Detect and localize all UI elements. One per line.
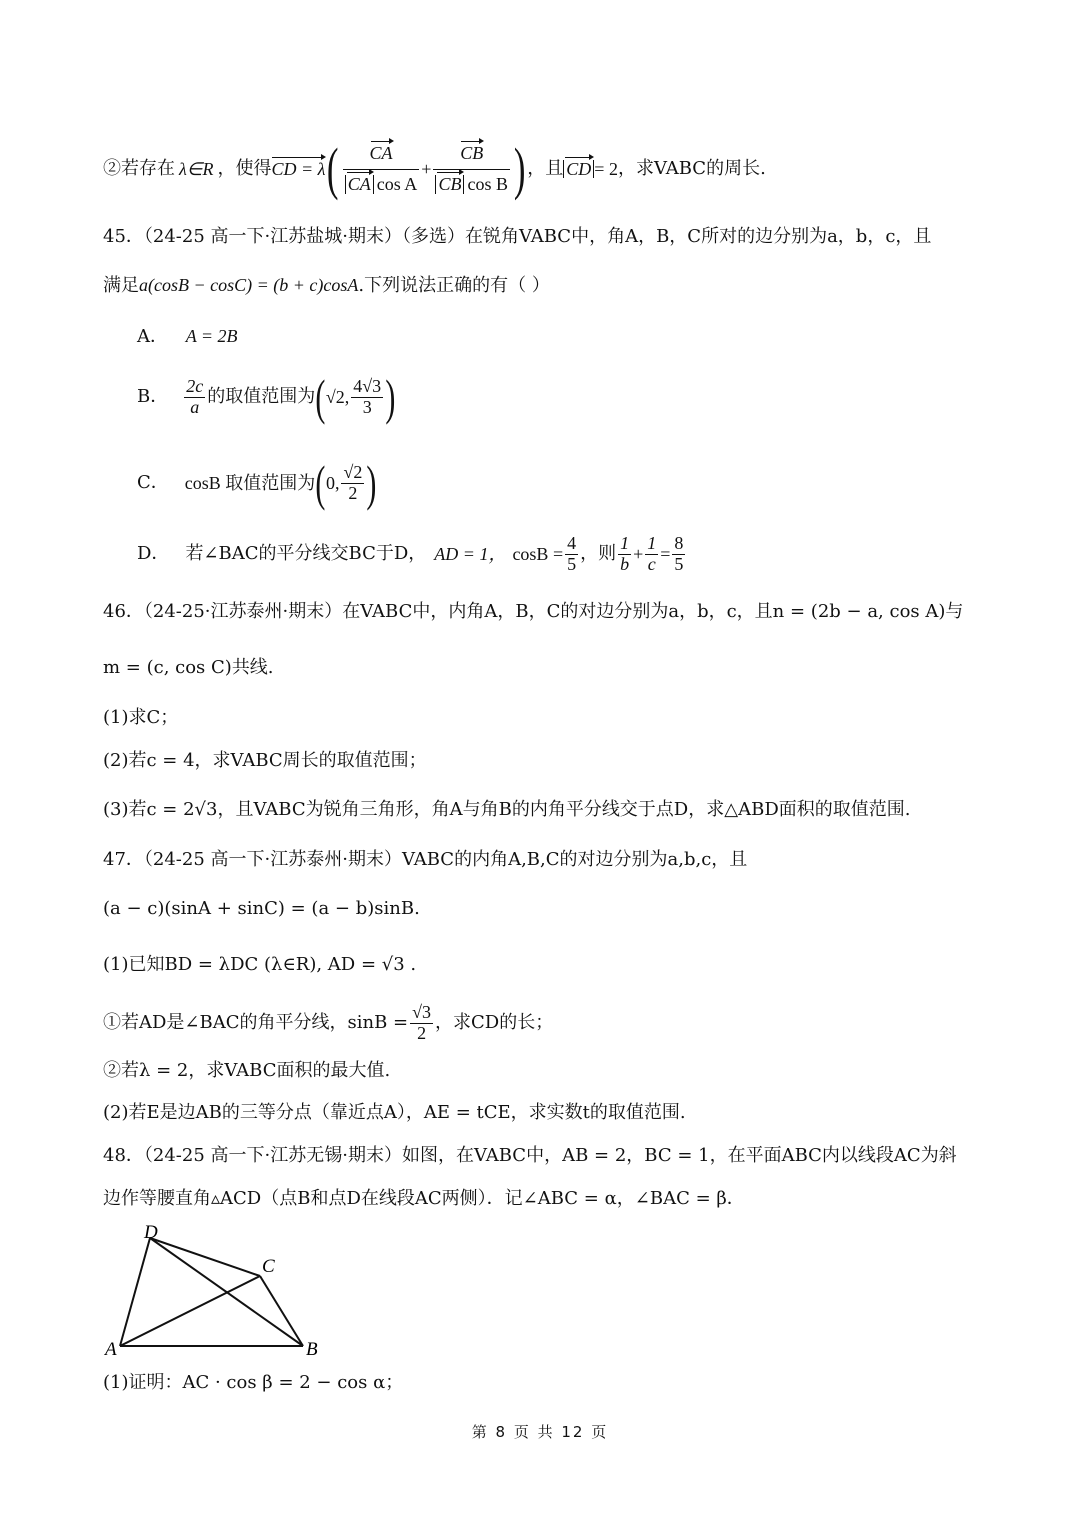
option-d-f2 [645,534,658,575]
option-d-f1 [618,534,631,575]
q46-part3: (3)若c = 2√3，且VABC为锐角三角形，角A与角B的内角平分线交于点D，求△ABD面积的取值范围. [103,799,911,820]
option-d-text1: 若∠BAC的平分线交BC于D， [185,543,427,565]
q44-eq2: = 2 [594,159,618,179]
q48-part1: (1)证明：AC · cos β = 2 − cos α； [103,1372,404,1393]
q47-part1b: ②若λ = 2，求VABC面积的最大值. [103,1060,391,1081]
option-d-cos-frac [565,534,578,575]
q48-stem-line1: 48．（24-25 高一下·江苏无锡·期末）如图，在VABC中，AB = 2，BC = 1，在平面ABC内以线段AC为斜 [103,1145,957,1166]
option-a-text: A = 2B [185,326,238,346]
q44-left-paren: ( [327,136,339,201]
q45-option-c: C． cosB 取值范围为 ( 0, $\frac{√2}{2}$ ) [137,455,377,511]
q47-part1: (1)已知BD = λDC (λ∈R), AD = √3 . [103,954,417,975]
q47-part1a-frac [410,1003,433,1044]
q46-stem-line1: 46．（24-25·江苏泰州·期末）在VABC中，内角A，B，C的对边分别为a，b，c，且n = (2b − a, cos A)与 [103,601,964,622]
q44-end: ，求VABC的周长. [617,158,766,179]
option-b-frac [184,377,205,418]
option-d-res [672,534,685,575]
option-d-text3: cosB = [512,544,564,565]
edge-db [150,1238,303,1346]
option-d-res-den: 5 [674,553,684,574]
edge-ac [120,1276,260,1346]
option-b-num: 2c [186,375,204,396]
option-b-den: a [190,396,200,417]
q47-stem-line1: 47．（24-25 高一下·江苏泰州·期末）VABC的内角A,B,C的对边分别为a,b,c，且 [103,849,748,870]
q47-part1a [103,1003,553,1044]
option-d-cos-den: 5 [567,553,577,574]
q45-stem-line1: 45．（24-25 高一下·江苏盐城·期末）（多选）在锐角VABC中，角A，B，C所对的边分别为a，b，c，且 [103,226,932,247]
q44-prefix: ②若存在 [103,158,175,179]
option-d-f2-den: c [647,553,656,574]
label-d: D [144,1222,158,1243]
q44-and: ，且 [527,158,564,179]
q44-frac2-den-abs: CB [435,175,464,195]
q45-formula: a(cosB − cosC) = (b + c)cosA [139,275,359,295]
edge-dc [150,1238,260,1276]
option-c-range-num: √2 [343,461,363,482]
option-a-label: A． [137,326,168,347]
option-d-text2: AD = 1， [434,544,507,565]
option-b-range-num: 4√3 [353,375,382,396]
label-b: B [306,1339,318,1360]
option-c-text: cosB 取值范围为 [184,473,316,493]
q47-part2: (2)若E是边AB的三等分点（靠近点A），AE = tCE，求实数t的取值范围. [103,1102,686,1123]
q45-option-d: D． 若∠BAC的平分线交BC于D， AD = 1， cosB = $\frac{4}{5}$ ，则 $\frac{1}{b}$ + $\frac{1}{c}$ = $\frac{8}{5}$ [137,533,684,574]
option-d-f1-den: b [620,553,630,574]
edge-da [120,1238,150,1346]
option-b-range-den: 3 [362,396,372,417]
q47-part1a-text: ①若AD是∠BAC的角平分线，sinB = [103,1012,409,1034]
q47-part1a-end: ，求CD的长； [435,1012,554,1034]
q47-part1a-num: √3 [412,1002,432,1022]
edge-cb [260,1276,303,1346]
option-d-cos-num: 4 [567,533,577,553]
q44-lambda: λ∈R [179,159,214,179]
label-c: C [262,1256,275,1277]
option-c-range-den: 2 [348,482,358,503]
q44-mid: ，使得 [217,158,272,179]
q44-frac1-num: CA [369,142,393,163]
q44-abs-cd: CD [563,160,594,178]
option-b-range-frac [351,377,383,418]
option-b-text: 的取值范围为 [207,386,316,407]
q44-frac-ca [343,144,420,195]
q44-right-paren: ) [513,136,526,201]
q46-part1: (1)求C； [103,707,179,728]
q47-part1a-den: 2 [417,1022,427,1043]
q44-part2-line: ②若存在 λ∈R ，使得 CD = λ ( $\frac{CA}{\text{CA cos A}}$ + $\frac{CB}{\text{CB cos B}}$ ) ，且 CD = 2 ，求VABC的周长. [103,136,766,201]
q46-part2: (2)若c = 4，求VABC周长的取值范围； [103,750,427,771]
q46-stem-line2: m = (c, cos C)共线. [103,657,274,678]
option-b-label: B． [137,386,169,407]
q44-frac-cb [433,144,510,195]
option-b-range-left: √2, [325,387,350,407]
option-d-f1-num: 1 [620,533,630,553]
option-c-label: C． [137,472,169,493]
q45-suffix: .下列说法正确的有（ ） [358,275,550,296]
q44-frac1-den-abs: CA [345,175,374,195]
q45-option-b: B． $\frac{2c}{a}$ 的取值范围为 ( √2, $\frac{4√3}{3}$ ) [137,369,396,425]
q44-frac1-den-cos: cos A [376,173,418,194]
q47-stem-line2: (a − c)(sinA + sinC) = (a − b)sinB. [103,898,420,919]
option-d-text4: ，则 [580,543,617,565]
q44-frac2-den-cos: cos B [467,173,508,194]
q48-figure [100,1218,340,1363]
q44-vec-cd: CD = λ [271,159,326,179]
option-c-range-frac [341,463,364,504]
option-d-res-num: 8 [674,533,684,553]
label-a: A [105,1339,117,1360]
option-c-range-left: 0, [325,473,340,493]
option-d-label: D． [137,543,170,565]
q45-option-a [137,327,238,346]
q45-prefix: 满足 [103,275,139,296]
q48-stem-line2: 边作等腰直角▵ACD（点B和点D在线段AC两侧）．记∠ABC = α，∠BAC = β． [103,1188,745,1209]
q45-stem-line2 [103,276,550,295]
option-d-f2-num: 1 [647,533,657,553]
page-footer: 第 8 页 共 12 页 [471,1423,609,1441]
q44-frac2-num: CB [460,142,484,163]
